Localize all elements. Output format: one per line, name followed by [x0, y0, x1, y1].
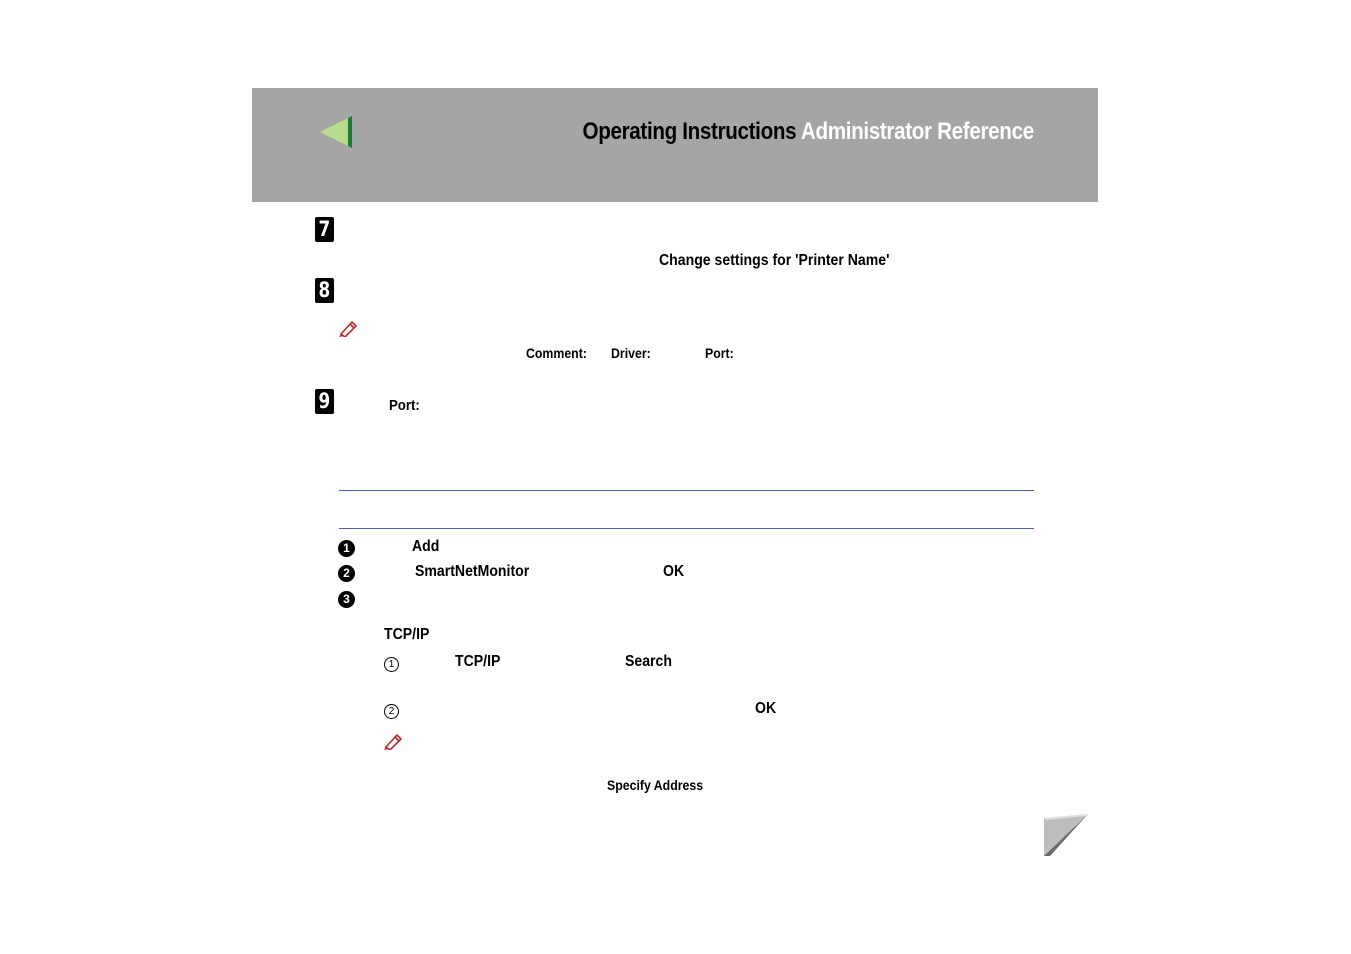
section-divider-bottom [339, 528, 1034, 529]
comment-label: Comment: [526, 345, 587, 361]
tcpip-ok-button-label: OK [755, 700, 777, 717]
tcpip-heading: TCP/IP [384, 626, 430, 643]
tcpip-item-number-1: 1 [384, 657, 399, 672]
document-title [583, 118, 1034, 146]
title-secondary: Administrator Reference [801, 118, 1034, 145]
substep-number-3: 3 [338, 591, 355, 608]
back-arrow-icon[interactable] [318, 114, 354, 150]
smartnetmonitor-label: SmartNetMonitor [415, 563, 530, 580]
tcpip-option-label: TCP/IP [455, 653, 501, 670]
port-field-label: Port: [389, 397, 420, 414]
pencil-note-icon [338, 319, 358, 337]
pencil-note-icon [383, 732, 403, 750]
next-page-corner-icon[interactable] [1040, 812, 1090, 858]
substep-number-1: 1 [338, 540, 355, 557]
section-divider-top [339, 490, 1034, 491]
port-label: Port: [705, 345, 734, 361]
tcpip-item-number-2: 2 [384, 704, 399, 719]
step-number-8: 8 [315, 278, 334, 303]
substep-number-2: 2 [338, 565, 355, 582]
change-settings-label: Change settings for 'Printer Name' [659, 252, 890, 269]
step-number-7: 7 [315, 217, 334, 242]
title-primary: Operating Instructions [582, 118, 797, 145]
add-button-label: Add [412, 538, 440, 555]
search-button-label: Search [625, 653, 672, 670]
driver-label: Driver: [611, 345, 651, 361]
ok-button-label: OK [663, 563, 685, 580]
step-number-9: 9 [315, 389, 334, 414]
specify-address-label: Specify Address [607, 777, 704, 793]
